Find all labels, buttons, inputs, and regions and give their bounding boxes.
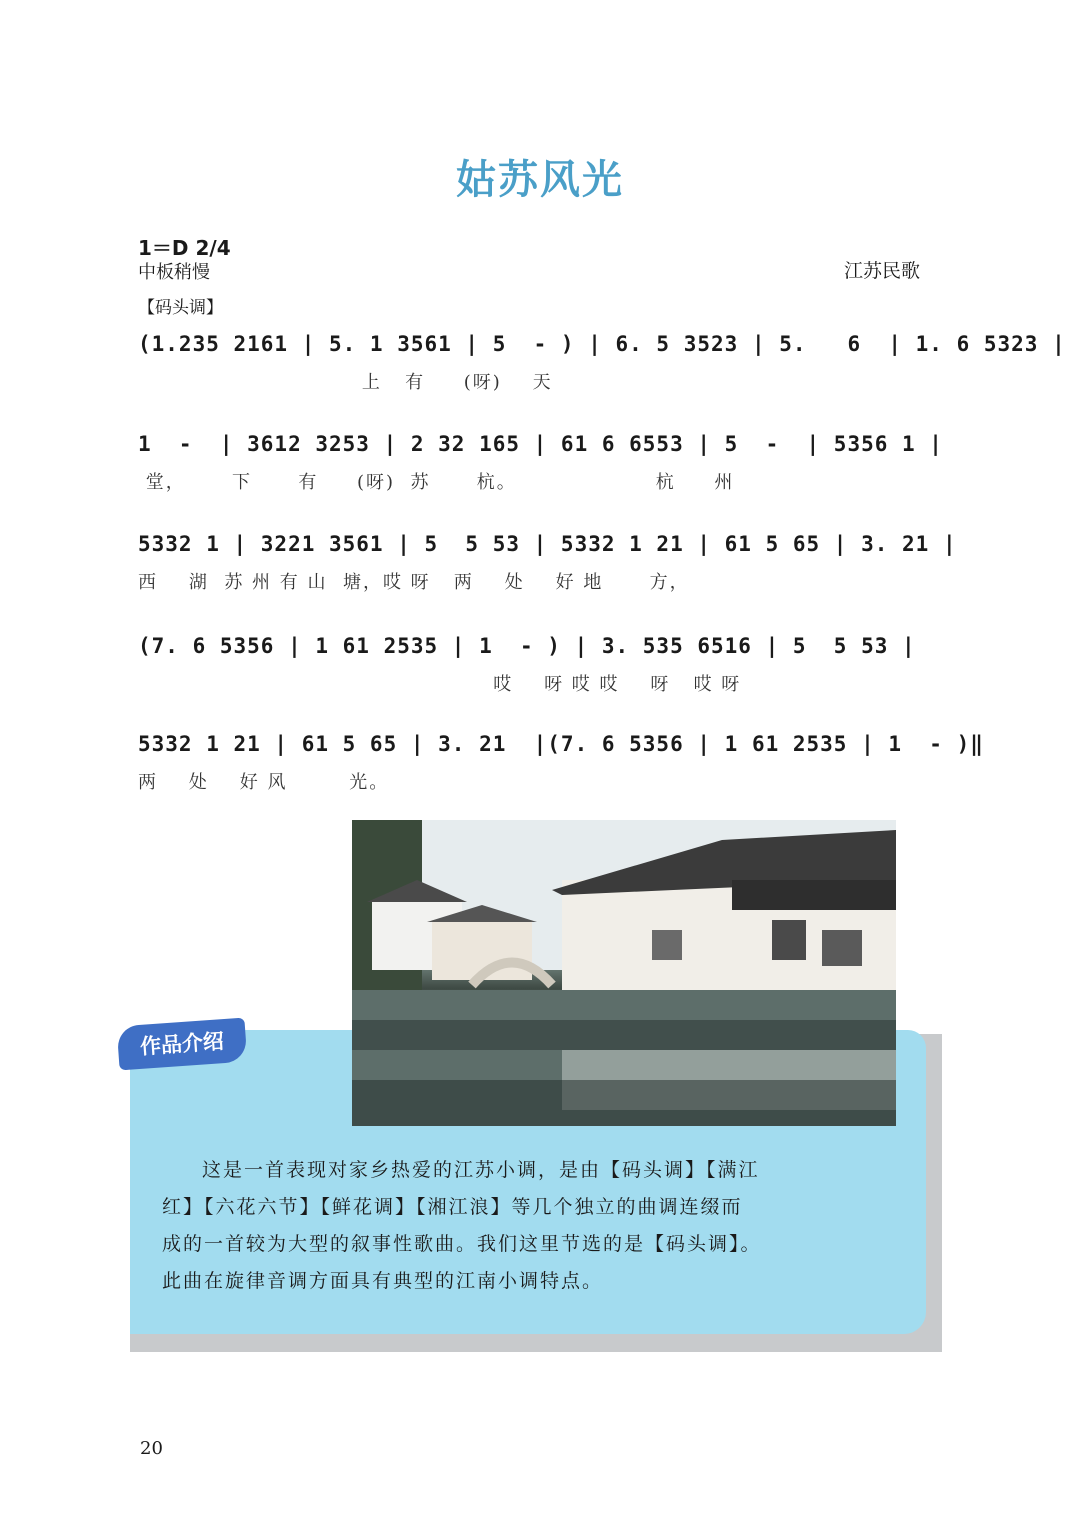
lyrics-line: 上 有 (呀) 天: [138, 372, 553, 393]
score-row-4: [138, 632, 922, 698]
intro-tab-label: 作品介绍: [117, 1018, 248, 1071]
canal-illustration: [352, 820, 896, 1126]
composer-credit: 江苏民歌: [843, 260, 920, 282]
score-row-1: [138, 330, 1066, 396]
page-title: 姑苏风光: [456, 156, 624, 203]
score-row-2: [138, 430, 943, 496]
tempo-marking: 中板稍慢: [138, 262, 210, 283]
page-number: 20: [140, 1438, 163, 1459]
lyrics-line: 两 处 好 风 光。: [138, 772, 390, 793]
notation-line: (7. 6 5356 | 1 61 2535 | 1 - ) | 3. 535 6516 | 5 5 53 |: [138, 634, 916, 658]
notation-line: 1 - | 3612 3253 | 2 32 165 | 61 6 6553 | 5 - | 5356 1 |: [138, 432, 943, 456]
lyrics-line: 哎 呀 哎 哎 呀 哎 呀: [138, 674, 742, 695]
section-label: 【码头调】: [138, 298, 223, 318]
notation-line: 5332 1 21 | 61 5 65 | 3. 21 |(7. 6 5356 | 1 61 2535 | 1 - )‖: [138, 732, 984, 756]
key-signature: 1＝D 2/4: [138, 236, 231, 260]
lyrics-line: 堂， 下 有 (呀) 苏 杭。 杭 州: [138, 472, 735, 493]
lyrics-line: 西 湖 苏 州 有 山 塘，哎 呀 两 处 好 地 方，: [138, 572, 690, 593]
canal-town-photo: [352, 820, 896, 1126]
intro-paragraph: [162, 1152, 762, 1300]
score-row-3: [138, 530, 957, 596]
intro-body-text: 这是一首表现对家乡热爱的江苏小调，是由【码头调】【满江红】【六花六节】【鲜花调】【湘江浪】等几个独立的曲调连缀而成的一首较为大型的叙事性歌曲。我们这里节选的是【码头调】。此曲在旋律音调方面具有典型的江南小调特点。: [162, 1159, 762, 1292]
notation-line: (1.235 2161 | 5. 1 3561 | 5 - ) | 6. 5 3523 | 5. 6 | 1. 6 5323 |: [138, 332, 1066, 356]
score-row-5: [138, 730, 984, 796]
notation-line: 5332 1 | 3221 3561 | 5 5 53 | 5332 1 21 | 61 5 65 | 3. 21 |: [138, 532, 957, 556]
